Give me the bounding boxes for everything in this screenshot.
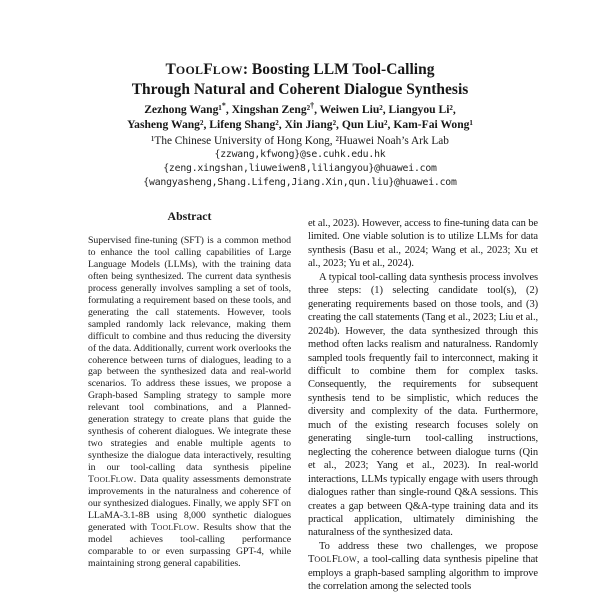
author-line-1: Zezhong Wang¹*, Xingshan Zeng²†, Weiwen Liu², Liangyou Li², (144, 101, 456, 116)
affiliation-line: ¹The Chinese University of Hong Kong, ²Huawei Noah’s Ark Lab (151, 135, 449, 147)
email-line-3: {wangyasheng,Shang.Lifeng,Jiang.Xin,qun.liu}@huawei.com (143, 177, 457, 188)
email-line-2: {zeng.xingshan,liuweiwen8,liliangyou}@huawei.com (163, 163, 437, 174)
paper-title-line-1: TOOLFLOW: Boosting LLM Tool-Calling (165, 61, 435, 78)
introduction-paragraph-2: A typical tool-calling data synthesis process involves three steps: (1) selecting candidate tool(s), (2) generating requirements based on those tools, and (3) creating the call statements (Tang et al., 2023; Liu et al., 2024b). However, the data synthesized through this method often lacks realism and naturalness. Randomly sampled tools frequently fail to interconnect, making it difficult to combine them for complex tasks. Consequently, the requirements for subsequent synthesis tend to be simplistic, which reduces the diversity and complexity of the data. Furthermore, much of the existing research focuses solely on generating single-turn tool-calling instructions, neglecting the coherence between dialogue turns (Qin et al., 2023; Yang et al., 2023). In real-world interactions, LLMs typically engage with users through dialogues rather than single-round Q&A sessions. This creates a gap between Q&A-type training data and its practical application, ultimately diminishing the naturalness of the synthesized data. (308, 271, 539, 539)
email-line-1: {zzwang,kfwong}@se.cuhk.edu.hk (214, 149, 386, 160)
introduction-paragraph-1: et al., 2023). However, access to fine-tuning data can be limited. One viable solution is to utilize LLMs for data synthesis (Basu et al., 2024; Wang et al., 2023; Xu et al., 2023; Yu et al., 2024). (308, 218, 538, 270)
abstract-heading: Abstract (167, 209, 212, 223)
author-line-2: Yasheng Wang², Lifeng Shang², Xin Jiang², Qun Liu², Kam-Fai Wong¹ (127, 118, 473, 131)
introduction-column (308, 217, 538, 594)
paper-title (0, 60, 600, 100)
introduction-paragraph-3: To address these two challenges, we propose TOOLFLOW, a tool-calling data synthesis pipeline that employs a graph-based sampling algorithm to improve the correlation among the selected tools (308, 540, 538, 593)
author-list (0, 102, 600, 132)
abstract-text: Supervised fine-tuning (SFT) is a common method to enhance the tool calling capabilities of Large Language Models (LLMs), with the training data often being synthesized. The current data synthesis process generally involves sampling a set of tools, formulating a requirement based on these tools, and generating the call statements. However, tools sampled randomly lack relevance, making them difficult to combine and thus reducing the diversity of the data. Additionally, current work overlooks the coherence between turns of dialogues, leading to a gap between the synthesized data and real-world scenarios. To address these issues, we propose a Graph-based Sampling strategy to sample more relevant tool combinations, and a Planned-generation strategy to create plans that guide the synthesis of coherent dialogues. We integrate these two strategies and enable multiple agents to synthesize the dialogue data interactively, resulting in our tool-calling data synthesis pipeline TOOLFLOW. Data quality assessments demonstrate improvements in the naturalness and coherence of our synthesized dialogues. Finally, we apply SFT on LLaMA-3.1-8B using 8,000 synthetic dialogues generated with TOOLFLOW. Results show that the model achieves tool-calling performance comparable to or even surpassing GPT-4, while maintaining strong general capabilities. (88, 235, 291, 569)
email-block (0, 148, 600, 190)
paper-title-line-2: Through Natural and Coherent Dialogue Synthesis (131, 81, 469, 98)
